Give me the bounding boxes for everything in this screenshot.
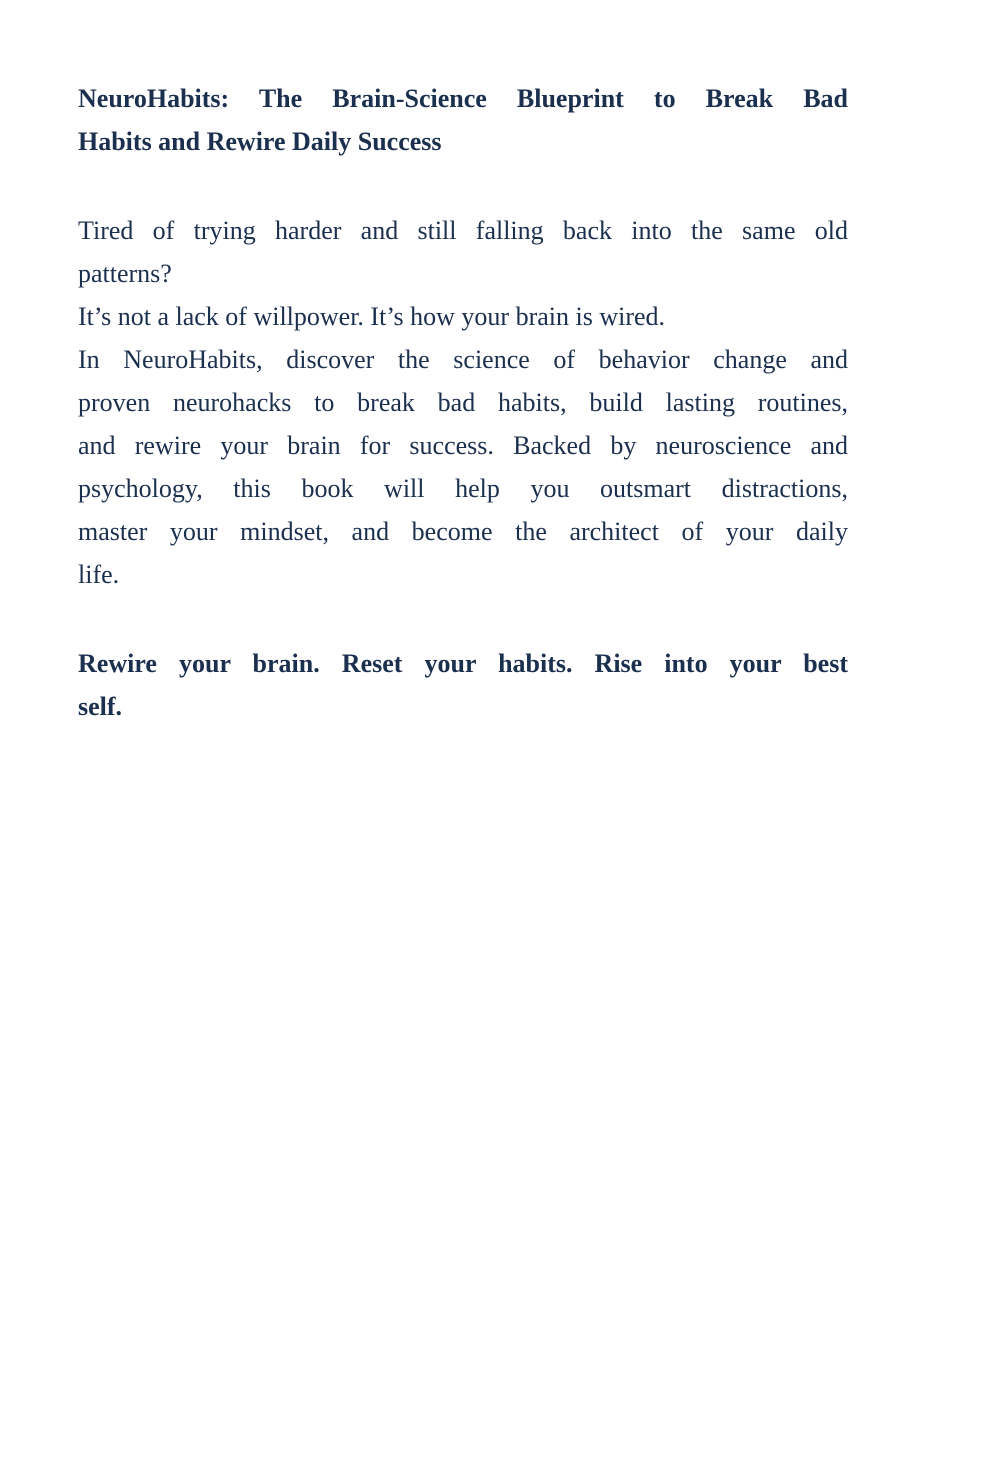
blurb-paragraph-insight	[78, 295, 848, 338]
text-line: Rewire your brain. Reset your habits. Rise into your best	[78, 649, 848, 678]
title-line: NeuroHabits: The Brain-Science Blueprint to Break Bad	[78, 84, 848, 113]
text-line: In NeuroHabits, discover the science of behavior change and	[78, 345, 848, 374]
text-line: life.	[78, 560, 120, 589]
book-title	[78, 77, 848, 163]
text-line: master your mindset, and become the architect of your daily	[78, 517, 848, 546]
book-blurb	[78, 77, 848, 728]
text-line: psychology, this book will help you outsmart distractions,	[78, 474, 848, 503]
text-line: self.	[78, 692, 123, 721]
text-line: patterns?	[78, 259, 172, 288]
title-line: Habits and Rewire Daily Success	[78, 127, 442, 156]
text-line: Tired of trying harder and still falling back into the same old	[78, 216, 848, 245]
blurb-paragraph-hook	[78, 209, 848, 295]
blurb-tagline	[78, 642, 848, 728]
text-line: It’s not a lack of willpower. It’s how your brain is wired.	[78, 302, 666, 331]
text-line: and rewire your brain for success. Backed by neuroscience and	[78, 431, 848, 460]
blurb-paragraph-description	[78, 338, 848, 596]
text-line: proven neurohacks to break bad habits, build lasting routines,	[78, 388, 848, 417]
